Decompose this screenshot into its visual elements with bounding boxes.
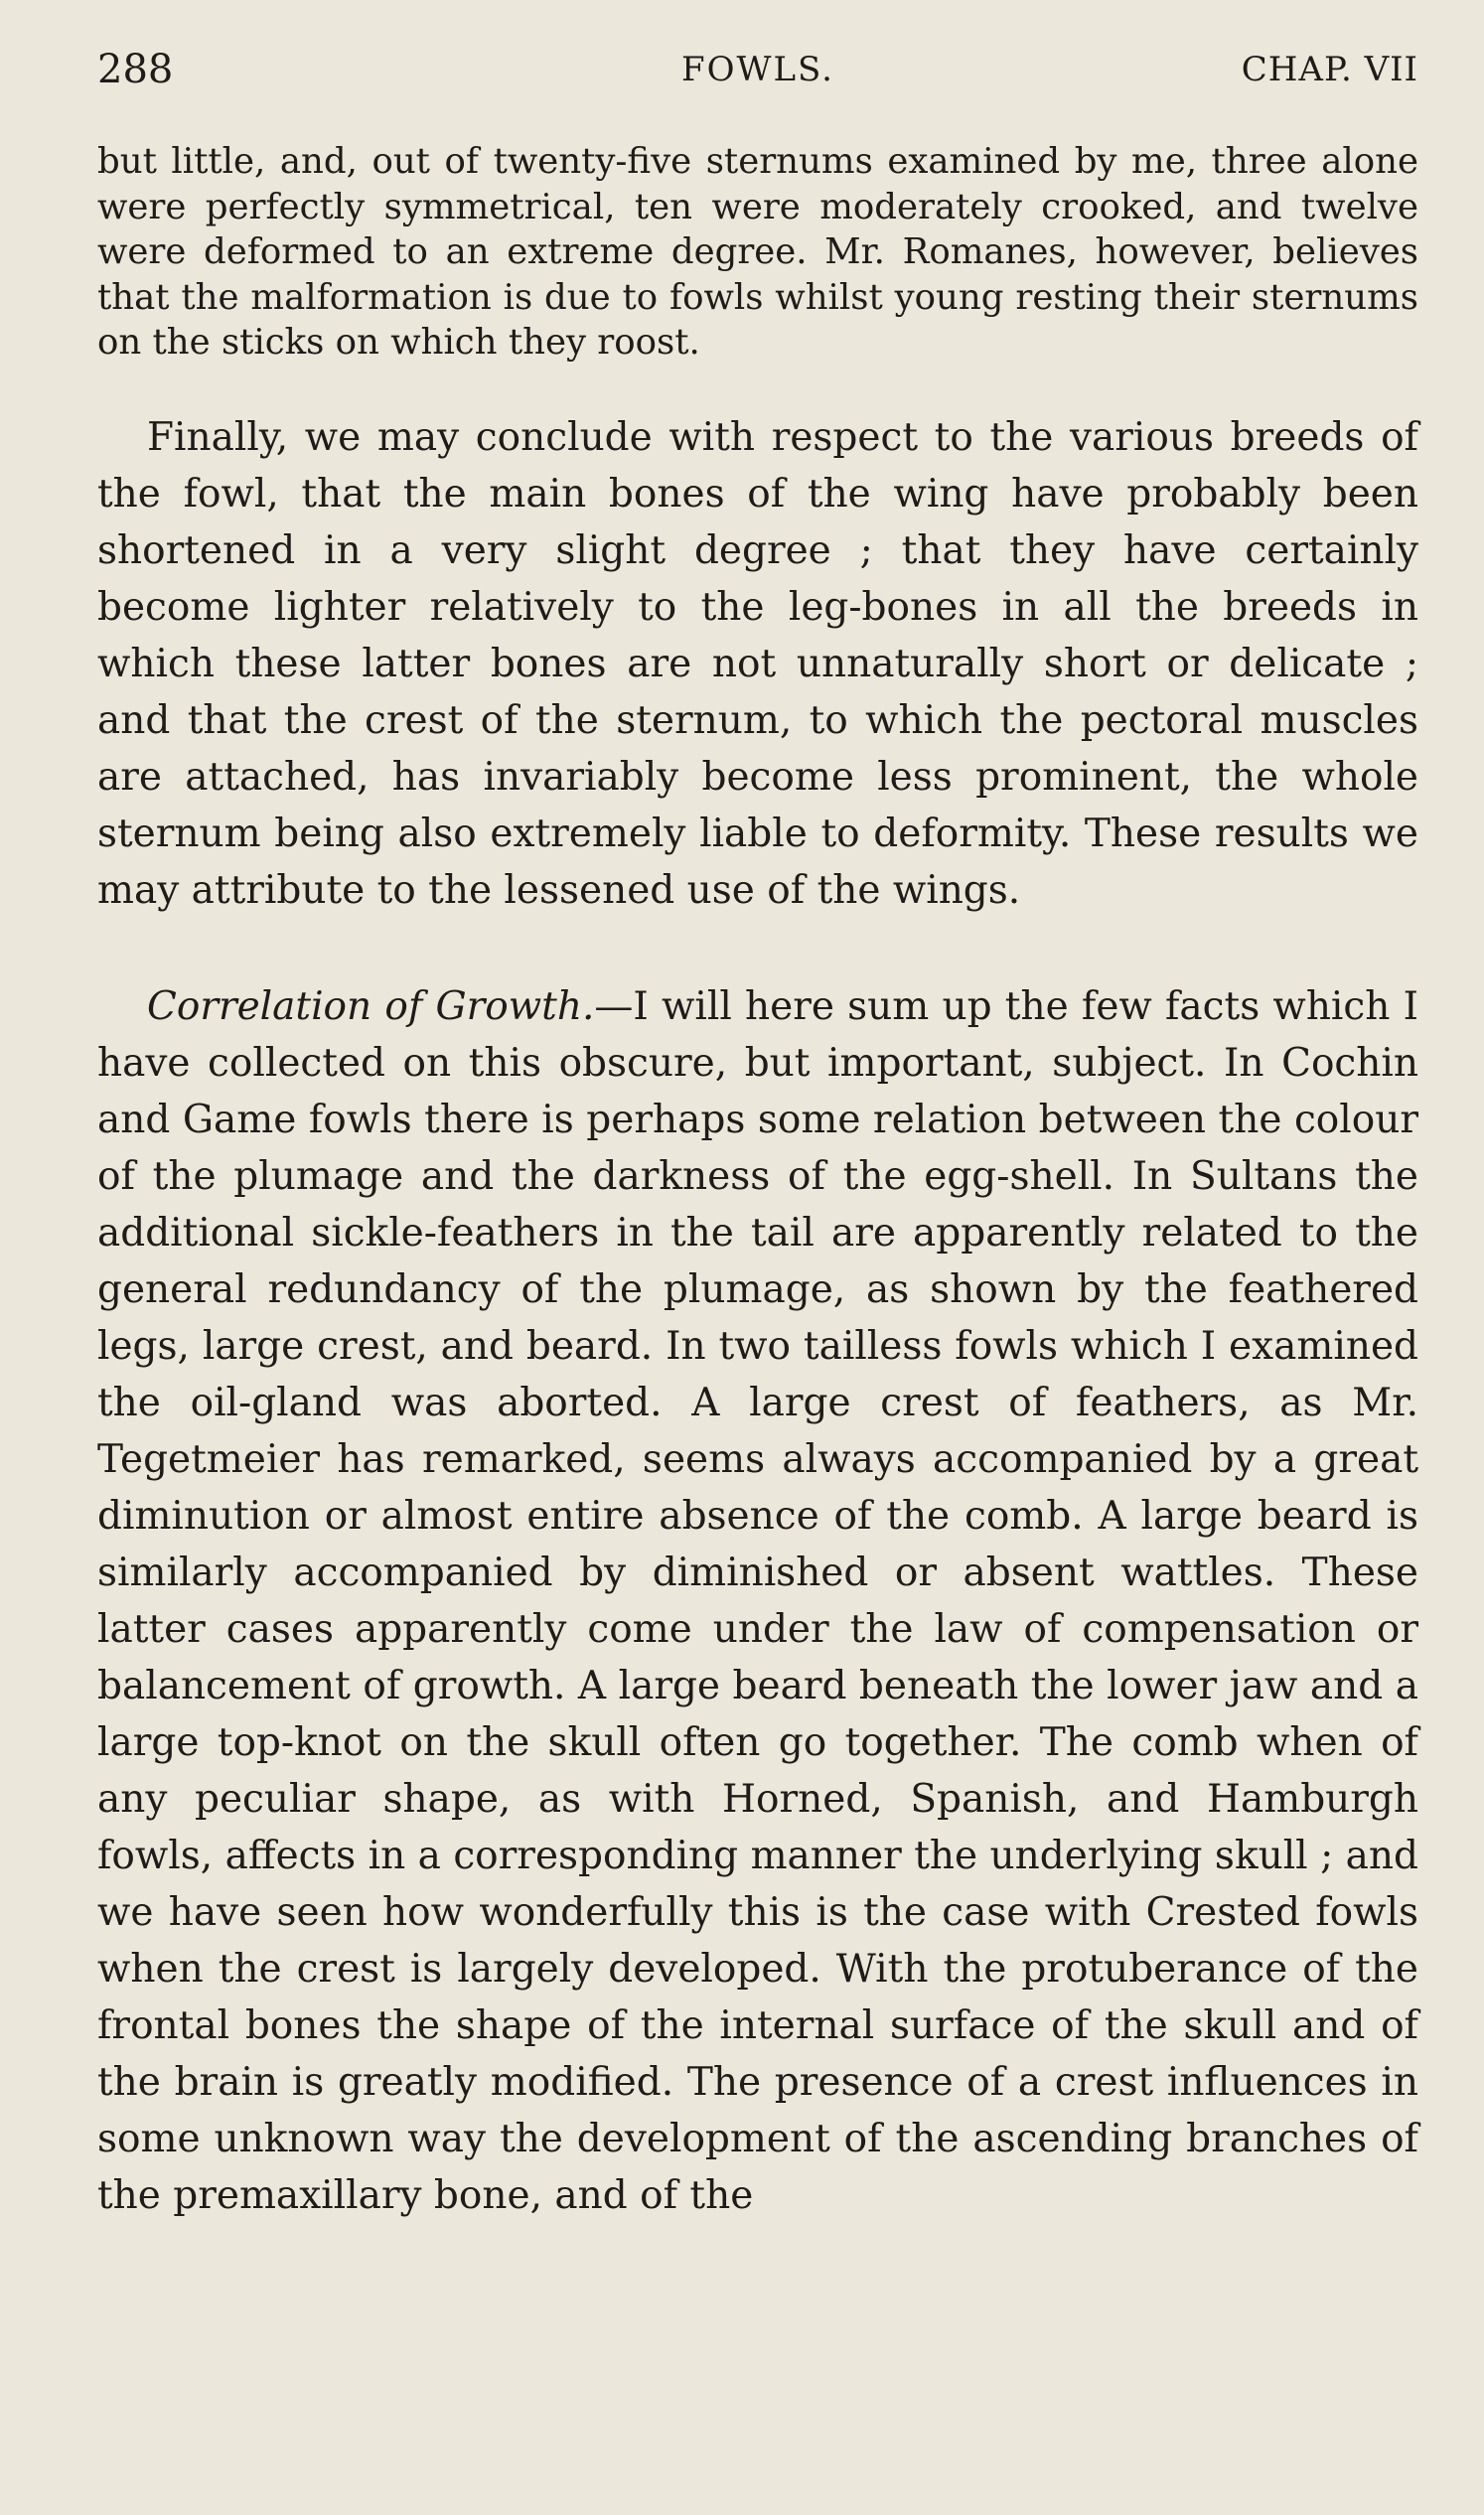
paragraph-1 [97,139,1418,366]
page-number: 288 [97,47,174,92]
section-heading: Correlation of Growth. [147,984,595,1029]
running-head: FOWLS. [681,50,834,89]
chapter-label: CHAP. VII [1241,50,1418,89]
paragraph-3 [97,978,1418,2224]
page-header [97,40,1418,99]
paragraph-text: but little, and, out of twenty-five sternums examined by me, three alone were perfectly symmetrical, ten were moderately crooked, and twelve were deformed to an extreme degree. Mr. Romanes, however, believes that the malformation is due to fowls whilst young resting their sternums on the sticks on which they roost. [97,141,1418,363]
paragraph-text: Finally, we may conclude with respect to the various breeds of the fowl, that the main bones of the wing have probably been shortened in a very slight degree ; that they have certainly become lighter relatively to the leg-bones in all the breeds in which these latter bones are not unnaturally short or delicate ; and that the crest of the sternum, to which the pectoral muscles are attached, has invariably become less prominent, the whole sternum being also extremely liable to deformity. These results we may attribute to the lessened use of the wings. [97,415,1418,913]
paragraph-text [97,978,1418,2224]
paragraph-2 [97,409,1418,919]
paragraph-body: —I will here sum up the few facts which I have collected on this obscure, but important, subject. In Cochin and Game fowls there is perhaps some relation between the colour of the plumage and the darkness of the egg-shell. In Sultans the additional sickle-feathers in the tail are apparently related to the general redundancy of the plumage, as shown by the feathered legs, large crest, and beard. In two tailless fowls which I examined the oil-gland was aborted. A large crest of feathers, as Mr. Tegetmeier has remarked, seems always accompanied by a great diminution or almost entire absence of the comb. A large beard is similarly accompanied by diminished or absent wattles. These latter cases apparently come under the law of compensation or balancement of growth. A large beard beneath the lower jaw and a large top-knot on the skull often go together. The comb when of any peculiar shape, as with Horned, Spanish, and Hamburgh fowls, affects in a corresponding manner the underlying skull ; and we have seen how wonderfully this is the case with Crested fowls when the crest is largely developed. With the protuberance of the frontal bones the shape of the internal surface of the skull and of the brain is greatly modified. The presence of a crest influences in some unknown way the development of the ascending branches of the premaxillary bone, and of the [97,984,1418,2218]
